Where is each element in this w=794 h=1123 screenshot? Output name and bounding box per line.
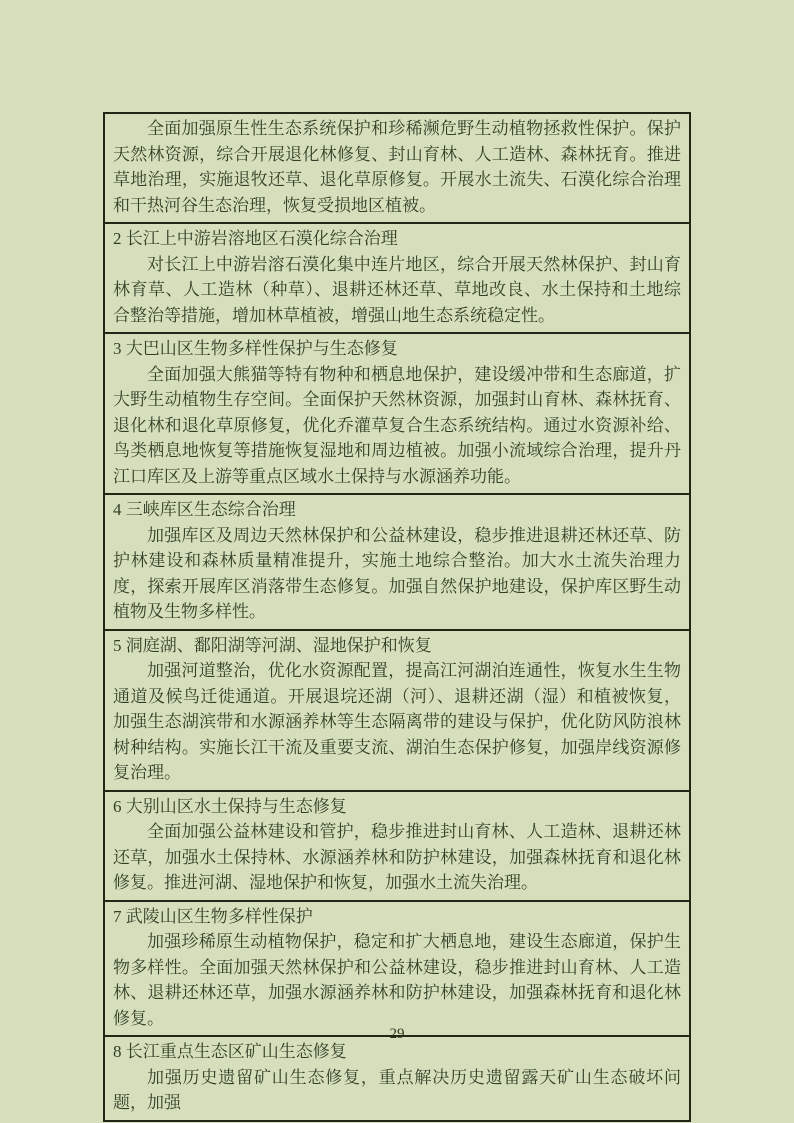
section-heading: 3 大巴山区生物多样性保护与生态修复 <box>113 339 398 358</box>
section-heading: 5 洞庭湖、鄱阳湖等河湖、湿地保护和恢复 <box>113 635 432 655</box>
sections-table <box>103 112 691 1122</box>
section-body: 加强珍稀原生动植物保护，稳定和扩大栖息地，建设生态廊道，保护生物多样性。全面加强天然林保护和公益林建设，稳步推进封山育林、人工造林、退耕还林还草，加强水源涵养林和防护林建设，加强森林抚育和退化林修复。 <box>113 932 681 1028</box>
section-body: 对长江上中游岩溶石漠化集中连片地区，综合开展天然林保护、封山育林育草、人工造林（种草）、退耕还林还草、草地改良、水土保持和土地综合整治等措施，增加林草植被，增强山地生态系统稳定性。 <box>113 254 681 325</box>
page-number: 29 <box>389 1026 405 1042</box>
section-row <box>105 902 689 1038</box>
section-heading: 7 武陵山区生物多样性保护 <box>113 906 313 926</box>
section-body: 全面加强公益林建设和管护，稳步推进封山育林、人工造林、退耕还林还草，加强水土保持林、水源涵养林和防护林建设，加强森林抚育和退化林修复。推进河湖、湿地保护和恢复，加强水土流失治理。 <box>113 822 681 892</box>
section-body: 全面加强大熊猫等特有物种和栖息地保护，建设缓冲带和生态廊道，扩大野生动植物生存空间。全面保护天然林资源，加强封山育林、森林抚育、退化林和退化草原修复，优化乔灌草复合生态系统结构。通过水资源补给、鸟类栖息地恢复等措施恢复湿地和周边植被。加强小流域综合治理，提升丹江口库区及上游等重点区域水土保持与水源涵养功能。 <box>113 364 681 486</box>
section-row <box>105 224 689 334</box>
section-row <box>105 1037 689 1120</box>
section-row <box>105 792 689 902</box>
section-body: 加强库区及周边天然林保护和公益林建设，稳步推进退耕还林还草、防护林建设和森林质量精准提升，实施土地综合整治。加大水土流失治理力度，探索开展库区消落带生态修复。加强自然保护地建设，保护库区野生动植物及生物多样性。 <box>113 525 681 621</box>
section-heading: 4 三峡库区生态综合治理 <box>113 500 296 519</box>
section-row <box>105 495 689 631</box>
section-row <box>105 114 689 224</box>
section-row <box>105 631 689 792</box>
section-body: 加强河道整治，优化水资源配置，提高江河湖泊连通性，恢复水生生物通道及候鸟迁徙通道。开展退垸还湖（河）、退耕还湖（湿）和植被恢复，加强生态湖滨带和水源涵养林等生态隔离带的建设与保护，优化防风防浪林树种结构。实施长江干流及重要支流、湖泊生态保护修复，加强岸线资源修复治理。 <box>113 661 681 782</box>
section-body: 加强历史遗留矿山生态修复，重点解决历史遗留露天矿山生态破坏问题，加强 <box>113 1067 681 1112</box>
section-row <box>105 334 689 495</box>
section-heading: 8 长江重点生态区矿山生态修复 <box>113 1042 347 1061</box>
section-heading: 2 长江上中游岩溶地区石漠化综合治理 <box>113 229 398 248</box>
section-body: 全面加强原生性生态系统保护和珍稀濒危野生动植物拯救性保护。保护天然林资源，综合开展退化林修复、封山育林、人工造林、森林抚育。推进草地治理，实施退牧还草、退化草原修复。开展水土流失、石漠化综合治理和干热河谷生态治理，恢复受损地区植被。 <box>113 119 681 215</box>
section-heading: 6 大别山区水土保持与生态修复 <box>113 796 347 816</box>
